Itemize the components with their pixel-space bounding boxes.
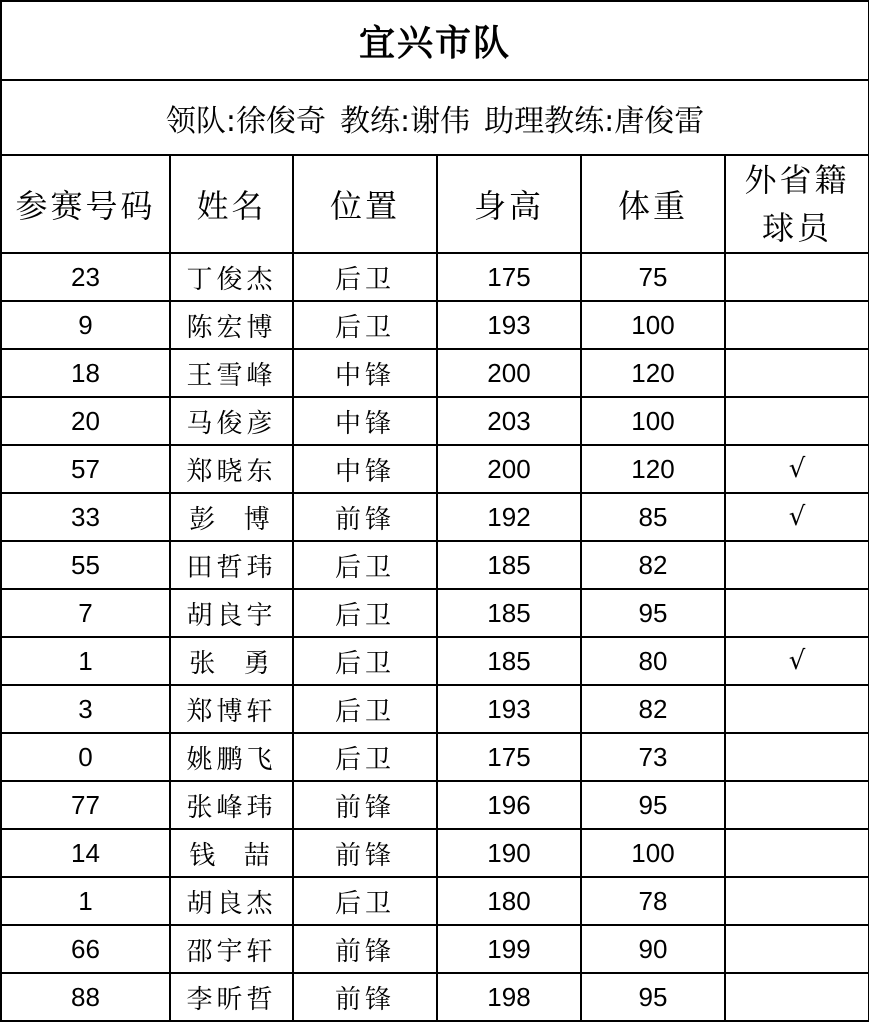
player-height: 203 <box>437 397 581 445</box>
player-weight: 80 <box>581 637 725 685</box>
player-number: 14 <box>1 829 170 877</box>
player-weight: 90 <box>581 925 725 973</box>
player-height: 200 <box>437 349 581 397</box>
leader-name: 徐俊奇 <box>235 103 326 139</box>
table-row <box>1 685 869 733</box>
table-row <box>1 349 869 397</box>
table-row <box>1 973 869 1021</box>
assistant-coach-name: 唐俊雷 <box>614 103 705 139</box>
player-name: 陈宏博 <box>170 301 293 349</box>
player-position: 前锋 <box>293 829 437 877</box>
assistant-coach-label: 助理教练: <box>484 103 615 139</box>
player-name: 张峰玮 <box>170 781 293 829</box>
player-weight: 85 <box>581 493 725 541</box>
player-height: 192 <box>437 493 581 541</box>
player-height: 175 <box>437 733 581 781</box>
player-name: 王雪峰 <box>170 349 293 397</box>
player-weight: 75 <box>581 253 725 301</box>
player-number: 77 <box>1 781 170 829</box>
player-name: 张 勇 <box>170 637 293 685</box>
player-number: 1 <box>1 637 170 685</box>
player-position: 中锋 <box>293 397 437 445</box>
table-row <box>1 829 869 877</box>
player-weight: 73 <box>581 733 725 781</box>
player-out-of-province-mark <box>725 829 869 877</box>
table-row <box>1 253 869 301</box>
player-position: 后卫 <box>293 733 437 781</box>
player-height: 200 <box>437 445 581 493</box>
player-name: 丁俊杰 <box>170 253 293 301</box>
player-position: 前锋 <box>293 781 437 829</box>
player-position: 前锋 <box>293 493 437 541</box>
player-number: 23 <box>1 253 170 301</box>
player-weight: 120 <box>581 445 725 493</box>
header-name: 姓名 <box>170 155 293 253</box>
coach-label: 教练: <box>339 103 411 139</box>
player-out-of-province-mark <box>725 925 869 973</box>
header-out-of-province-line2: 球员 <box>762 209 833 247</box>
player-out-of-province-mark: √ <box>725 493 869 541</box>
player-name: 李昕哲 <box>170 973 293 1021</box>
player-out-of-province-mark <box>725 349 869 397</box>
player-out-of-province-mark <box>725 301 869 349</box>
table-row <box>1 301 869 349</box>
player-out-of-province-mark <box>725 541 869 589</box>
player-out-of-province-mark <box>725 685 869 733</box>
table-row <box>1 493 869 541</box>
player-weight: 82 <box>581 685 725 733</box>
player-number: 57 <box>1 445 170 493</box>
staff-line <box>1 80 869 155</box>
player-out-of-province-mark <box>725 973 869 1021</box>
player-height: 185 <box>437 541 581 589</box>
player-weight: 100 <box>581 829 725 877</box>
player-out-of-province-mark: √ <box>725 637 869 685</box>
player-position: 后卫 <box>293 637 437 685</box>
player-weight: 82 <box>581 541 725 589</box>
coach-name: 谢伟 <box>410 103 471 139</box>
player-weight: 100 <box>581 301 725 349</box>
player-height: 175 <box>437 253 581 301</box>
player-weight: 95 <box>581 973 725 1021</box>
player-name: 郑博轩 <box>170 685 293 733</box>
player-name: 邵宇轩 <box>170 925 293 973</box>
player-out-of-province-mark <box>725 589 869 637</box>
player-name: 胡良宇 <box>170 589 293 637</box>
header-row <box>1 155 869 253</box>
player-name: 田哲玮 <box>170 541 293 589</box>
header-weight: 体重 <box>581 155 725 253</box>
player-number: 66 <box>1 925 170 973</box>
player-height: 196 <box>437 781 581 829</box>
player-name: 郑晓东 <box>170 445 293 493</box>
player-weight: 78 <box>581 877 725 925</box>
table-row <box>1 733 869 781</box>
player-number: 9 <box>1 301 170 349</box>
header-position: 位置 <box>293 155 437 253</box>
player-height: 193 <box>437 301 581 349</box>
player-number: 0 <box>1 733 170 781</box>
player-position: 后卫 <box>293 685 437 733</box>
table-row <box>1 781 869 829</box>
player-weight: 95 <box>581 781 725 829</box>
leader-label: 领队: <box>165 103 236 139</box>
player-weight: 120 <box>581 349 725 397</box>
player-number: 1 <box>1 877 170 925</box>
player-position: 后卫 <box>293 301 437 349</box>
table-row <box>1 925 869 973</box>
player-position: 后卫 <box>293 877 437 925</box>
player-height: 193 <box>437 685 581 733</box>
player-number: 20 <box>1 397 170 445</box>
player-number: 88 <box>1 973 170 1021</box>
player-out-of-province-mark <box>725 781 869 829</box>
table-row <box>1 877 869 925</box>
header-number: 参赛号码 <box>1 155 170 253</box>
player-name: 钱 喆 <box>170 829 293 877</box>
player-height: 180 <box>437 877 581 925</box>
table-row <box>1 589 869 637</box>
player-position: 中锋 <box>293 445 437 493</box>
player-height: 185 <box>437 589 581 637</box>
header-out-of-province-line1: 外省籍 <box>744 161 850 199</box>
player-height: 185 <box>437 637 581 685</box>
table-row <box>1 445 869 493</box>
player-height: 198 <box>437 973 581 1021</box>
table-row <box>1 541 869 589</box>
player-number: 3 <box>1 685 170 733</box>
player-position: 后卫 <box>293 253 437 301</box>
player-height: 199 <box>437 925 581 973</box>
player-weight: 95 <box>581 589 725 637</box>
player-name: 彭 博 <box>170 493 293 541</box>
table-row <box>1 397 869 445</box>
header-height: 身高 <box>437 155 581 253</box>
header-out-of-province <box>725 155 869 253</box>
player-out-of-province-mark <box>725 253 869 301</box>
player-name: 胡良杰 <box>170 877 293 925</box>
player-number: 33 <box>1 493 170 541</box>
player-name: 姚鹏飞 <box>170 733 293 781</box>
player-out-of-province-mark <box>725 877 869 925</box>
table-row <box>1 637 869 685</box>
player-out-of-province-mark <box>725 733 869 781</box>
player-out-of-province-mark: √ <box>725 445 869 493</box>
player-position: 后卫 <box>293 541 437 589</box>
player-position: 前锋 <box>293 973 437 1021</box>
player-position: 中锋 <box>293 349 437 397</box>
player-number: 18 <box>1 349 170 397</box>
player-name: 马俊彦 <box>170 397 293 445</box>
player-number: 55 <box>1 541 170 589</box>
player-number: 7 <box>1 589 170 637</box>
player-height: 190 <box>437 829 581 877</box>
player-position: 后卫 <box>293 589 437 637</box>
team-title: 宜兴市队 <box>1 1 869 80</box>
player-weight: 100 <box>581 397 725 445</box>
player-out-of-province-mark <box>725 397 869 445</box>
player-position: 前锋 <box>293 925 437 973</box>
